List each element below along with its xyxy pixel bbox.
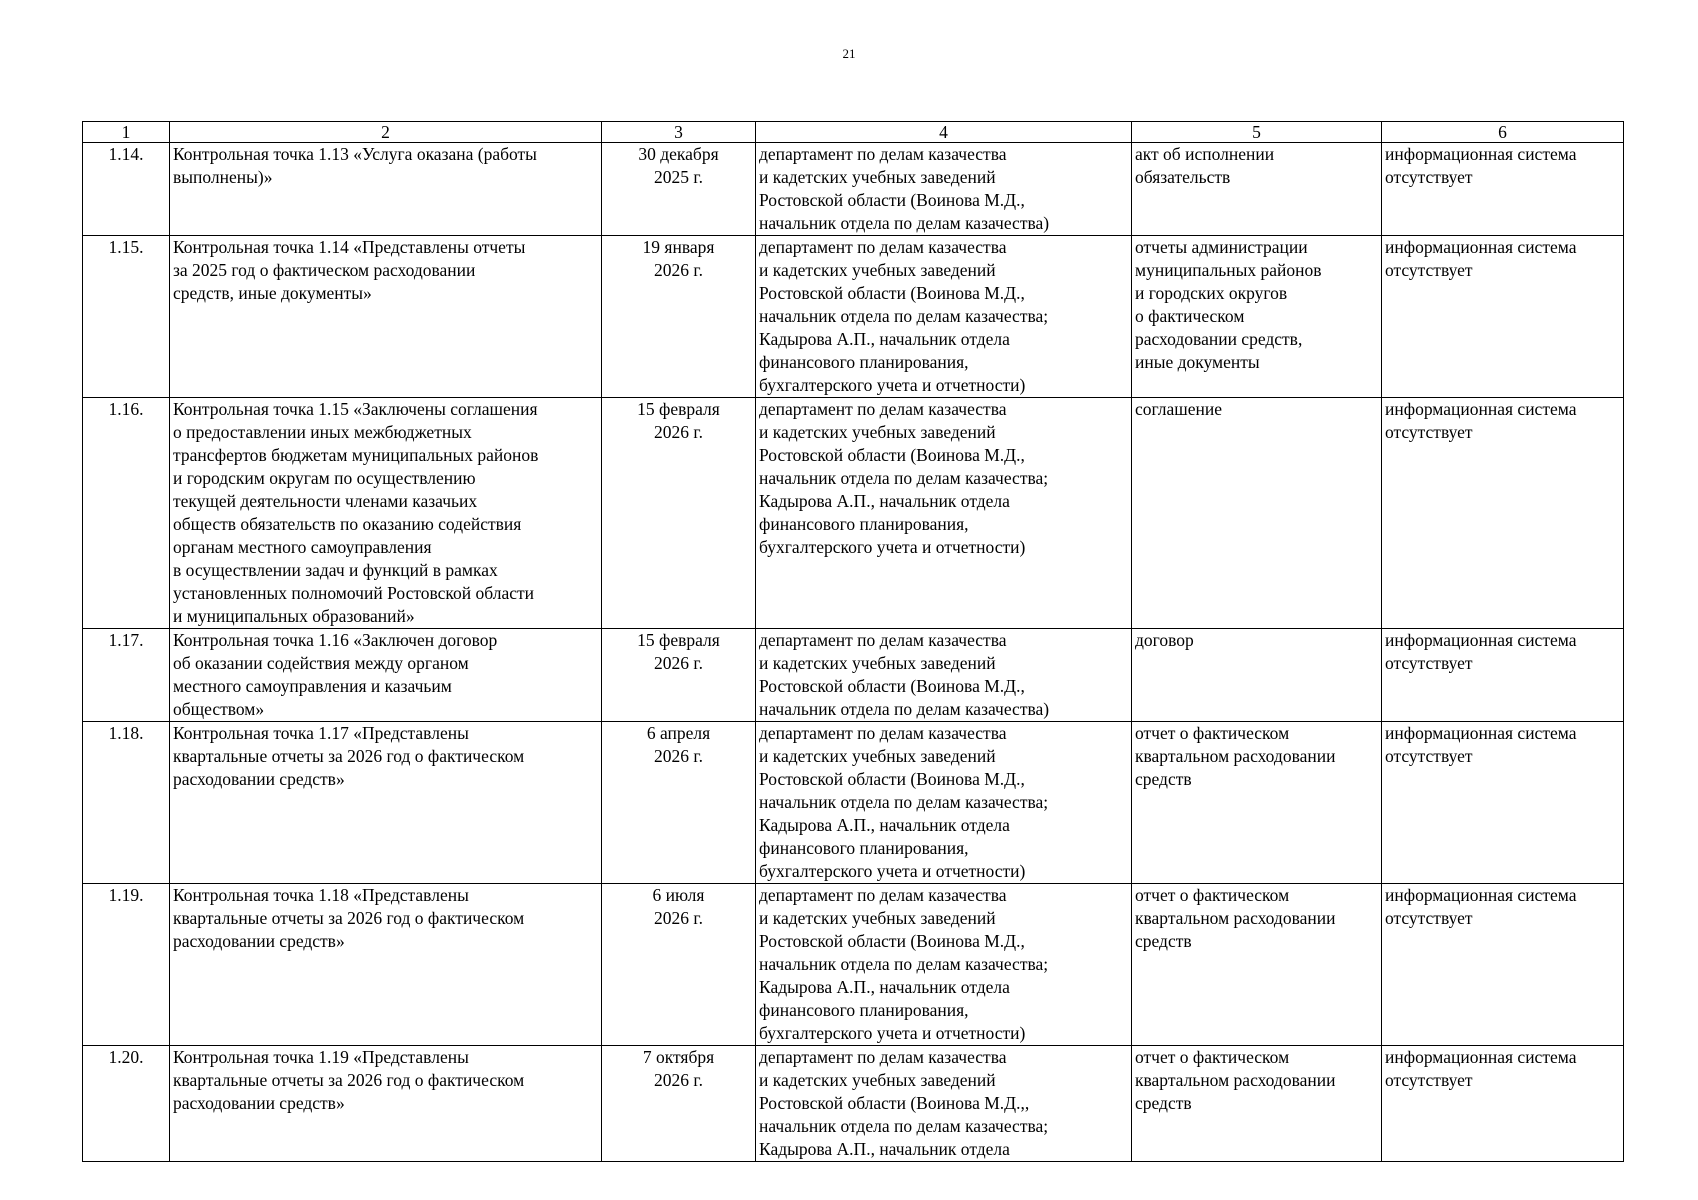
cell-line: органам местного самоуправления	[173, 537, 432, 557]
cell-line: и кадетских учебных заведений	[759, 1070, 996, 1090]
cell-line: расходовании средств»	[173, 931, 345, 951]
information-system-cell	[1382, 884, 1624, 1046]
cell-line: начальник отдела по делам казачества;	[759, 954, 1049, 974]
cell-line: департамент по делам казачества	[759, 144, 1007, 164]
row-number-cell: 1.14.	[83, 143, 170, 236]
cell-line: информационная система	[1385, 1047, 1577, 1067]
table-row	[83, 143, 1624, 236]
cell-line: квартальные отчеты за 2026 год о фактическом	[173, 908, 525, 928]
cell-line: средств	[1135, 931, 1192, 951]
cell-line: отсутствует	[1385, 422, 1473, 442]
cell-line: бухгалтерского учета и отчетности)	[759, 537, 1026, 557]
cell-line: и городским округам по осуществлению	[173, 468, 476, 488]
cell-line: Кадырова А.П., начальник отдела	[759, 1139, 1010, 1159]
control-point-cell	[170, 1046, 602, 1162]
cell-line: отчет о фактическом	[1135, 723, 1290, 743]
cell-line: средств	[1135, 769, 1192, 789]
cell-line: установленных полномочий Ростовской области	[173, 583, 535, 603]
cell-line: финансового планирования,	[759, 352, 969, 372]
cell-line: квартальном расходовании	[1135, 908, 1336, 928]
cell-line: финансового планирования,	[759, 514, 969, 534]
cell-line: о фактическом	[1135, 306, 1245, 326]
cell-line: информационная система	[1385, 237, 1577, 257]
cell-line: финансового планирования,	[759, 1000, 969, 1020]
information-system-cell	[1382, 722, 1624, 884]
cell-line: Контрольная точка 1.13 «Услуга оказана (работы	[173, 144, 537, 164]
cell-line: 15 февраля	[637, 399, 720, 419]
cell-line: отчеты администрации	[1135, 237, 1308, 257]
cell-line: отсутствует	[1385, 746, 1473, 766]
cell-line: отсутствует	[1385, 1070, 1473, 1090]
cell-line: департамент по делам казачества	[759, 885, 1007, 905]
cell-line: бухгалтерского учета и отчетности)	[759, 1023, 1026, 1043]
cell-line: средств, иные документы»	[173, 283, 372, 303]
header-col-4: 4	[756, 122, 1132, 143]
cell-line: бухгалтерского учета и отчетности)	[759, 375, 1026, 395]
document-type-cell	[1132, 629, 1382, 722]
cell-line: Контрольная точка 1.14 «Представлены отчеты	[173, 237, 526, 257]
cell-line: Кадырова А.П., начальник отдела	[759, 815, 1010, 835]
control-point-cell	[170, 398, 602, 629]
cell-line: 7 октября	[642, 1047, 715, 1067]
header-col-3: 3	[602, 122, 756, 143]
responsible-cell	[756, 884, 1132, 1046]
cell-line: обществ обязательств по оказанию содействия	[173, 514, 522, 534]
cell-line: 2026 г.	[654, 422, 703, 442]
cell-line: Ростовской области (Воинова М.Д.,	[759, 931, 1025, 951]
cell-line: Ростовской области (Воинова М.Д.,,	[759, 1093, 1030, 1113]
cell-line: бухгалтерского учета и отчетности)	[759, 861, 1026, 881]
cell-line: муниципальных районов	[1135, 260, 1322, 280]
cell-line: отчет о фактическом	[1135, 885, 1290, 905]
cell-line: начальник отдела по делам казачества;	[759, 468, 1049, 488]
information-system-cell	[1382, 1046, 1624, 1162]
cell-line: информационная система	[1385, 630, 1577, 650]
header-col-2: 2	[170, 122, 602, 143]
cell-line: департамент по делам казачества	[759, 630, 1007, 650]
cell-line: начальник отдела по делам казачества)	[759, 213, 1050, 233]
cell-line: и кадетских учебных заведений	[759, 422, 996, 442]
cell-line: информационная система	[1385, 885, 1577, 905]
cell-line: начальник отдела по делам казачества;	[759, 306, 1049, 326]
cell-line: о предоставлении иных межбюджетных	[173, 422, 472, 442]
cell-line: 2025 г.	[654, 167, 703, 187]
cell-line: Контрольная точка 1.19 «Представлены	[173, 1047, 469, 1067]
cell-line: информационная система	[1385, 144, 1577, 164]
cell-line: 2026 г.	[654, 260, 703, 280]
cell-line: и кадетских учебных заведений	[759, 653, 996, 673]
cell-line: начальник отдела по делам казачества;	[759, 792, 1049, 812]
responsible-cell	[756, 722, 1132, 884]
cell-line: и муниципальных образований»	[173, 606, 415, 626]
cell-line: отсутствует	[1385, 908, 1473, 928]
cell-line: акт об исполнении	[1135, 144, 1275, 164]
table-row	[83, 629, 1624, 722]
cell-line: об оказании содействия между органом	[173, 653, 469, 673]
cell-line: департамент по делам казачества	[759, 237, 1007, 257]
cell-line: расходовании средств,	[1135, 329, 1303, 349]
cell-line: департамент по делам казачества	[759, 1047, 1007, 1067]
table-row	[83, 722, 1624, 884]
cell-line: Кадырова А.П., начальник отдела	[759, 977, 1010, 997]
deadline-cell	[602, 236, 756, 398]
cell-line: и кадетских учебных заведений	[759, 908, 996, 928]
responsible-cell	[756, 143, 1132, 236]
document-type-cell	[1132, 884, 1382, 1046]
table-body	[83, 143, 1624, 1162]
cell-line: информационная система	[1385, 399, 1577, 419]
deadline-cell	[602, 143, 756, 236]
cell-line: местного самоуправления и казачьим	[173, 676, 452, 696]
cell-line: обязательств	[1135, 167, 1231, 187]
row-number-cell: 1.19.	[83, 884, 170, 1046]
control-points-table	[82, 121, 1624, 1162]
document-type-cell	[1132, 398, 1382, 629]
information-system-cell	[1382, 629, 1624, 722]
row-number-cell: 1.15.	[83, 236, 170, 398]
cell-line: Ростовской области (Воинова М.Д.,	[759, 283, 1025, 303]
cell-line: финансового планирования,	[759, 838, 969, 858]
deadline-cell	[602, 884, 756, 1046]
row-number-cell: 1.20.	[83, 1046, 170, 1162]
table-row	[83, 236, 1624, 398]
cell-line: департамент по делам казачества	[759, 399, 1007, 419]
information-system-cell	[1382, 398, 1624, 629]
cell-line: Контрольная точка 1.17 «Представлены	[173, 723, 469, 743]
cell-line: 2026 г.	[654, 908, 703, 928]
header-col-1: 1	[83, 122, 170, 143]
deadline-cell	[602, 722, 756, 884]
row-number-cell: 1.18.	[83, 722, 170, 884]
document-type-cell	[1132, 143, 1382, 236]
cell-line: Ростовской области (Воинова М.Д.,	[759, 445, 1025, 465]
cell-line: начальник отдела по делам казачества;	[759, 1116, 1049, 1136]
document-type-cell	[1132, 236, 1382, 398]
cell-line: и кадетских учебных заведений	[759, 746, 996, 766]
cell-line: за 2025 год о фактическом расходовании	[173, 260, 476, 280]
cell-line: и кадетских учебных заведений	[759, 167, 996, 187]
cell-line: 30 декабря	[638, 144, 719, 164]
control-point-cell	[170, 629, 602, 722]
cell-line: 6 июля	[652, 885, 705, 905]
deadline-cell	[602, 629, 756, 722]
control-point-cell	[170, 722, 602, 884]
cell-line: начальник отдела по делам казачества)	[759, 699, 1050, 719]
cell-line: договор	[1135, 630, 1194, 650]
responsible-cell	[756, 1046, 1132, 1162]
table-row	[83, 1046, 1624, 1162]
cell-line: квартальные отчеты за 2026 год о фактическом	[173, 1070, 525, 1090]
header-col-5: 5	[1132, 122, 1382, 143]
cell-line: 2026 г.	[654, 653, 703, 673]
row-number-cell: 1.17.	[83, 629, 170, 722]
cell-line: и кадетских учебных заведений	[759, 260, 996, 280]
cell-line: Кадырова А.П., начальник отдела	[759, 329, 1010, 349]
cell-line: департамент по делам казачества	[759, 723, 1007, 743]
cell-line: расходовании средств»	[173, 769, 345, 789]
cell-line: отсутствует	[1385, 260, 1473, 280]
cell-line: 6 апреля	[646, 723, 711, 743]
cell-line: Ростовской области (Воинова М.Д.,	[759, 676, 1025, 696]
cell-line: Ростовской области (Воинова М.Д.,	[759, 769, 1025, 789]
cell-line: 2026 г.	[654, 1070, 703, 1090]
responsible-cell	[756, 398, 1132, 629]
cell-line: соглашение	[1135, 399, 1223, 419]
cell-line: информационная система	[1385, 723, 1577, 743]
cell-line: Кадырова А.П., начальник отдела	[759, 491, 1010, 511]
responsible-cell	[756, 629, 1132, 722]
cell-line: и городских округов	[1135, 283, 1288, 303]
cell-line: средств	[1135, 1093, 1192, 1113]
responsible-cell	[756, 236, 1132, 398]
deadline-cell	[602, 1046, 756, 1162]
document-type-cell	[1132, 1046, 1382, 1162]
page-number: 21	[842, 46, 856, 61]
deadline-cell	[602, 398, 756, 629]
cell-line: обществом»	[173, 699, 265, 719]
cell-line: квартальные отчеты за 2026 год о фактическом	[173, 746, 525, 766]
cell-line: выполнены)»	[173, 167, 273, 187]
cell-line: Контрольная точка 1.18 «Представлены	[173, 885, 469, 905]
information-system-cell	[1382, 236, 1624, 398]
cell-line: отсутствует	[1385, 167, 1473, 187]
cell-line: квартальном расходовании	[1135, 746, 1336, 766]
cell-line: трансфертов бюджетам муниципальных районов	[173, 445, 539, 465]
header-col-6: 6	[1382, 122, 1624, 143]
table-row	[83, 884, 1624, 1046]
table-row	[83, 398, 1624, 629]
control-point-cell	[170, 884, 602, 1046]
cell-line: отчет о фактическом	[1135, 1047, 1290, 1067]
cell-line: отсутствует	[1385, 653, 1473, 673]
cell-line: в осуществлении задач и функций в рамках	[173, 560, 498, 580]
cell-line: иные документы	[1135, 352, 1260, 372]
cell-line: 15 февраля	[637, 630, 720, 650]
document-type-cell	[1132, 722, 1382, 884]
cell-line: Контрольная точка 1.16 «Заключен договор	[173, 630, 498, 650]
control-point-cell	[170, 143, 602, 236]
cell-line: квартальном расходовании	[1135, 1070, 1336, 1090]
cell-line: 2026 г.	[654, 746, 703, 766]
control-point-cell	[170, 236, 602, 398]
header-row	[83, 122, 1624, 143]
row-number-cell: 1.16.	[83, 398, 170, 629]
cell-line: текущей деятельности членами казачьих	[173, 491, 478, 511]
cell-line: 19 января	[642, 237, 715, 257]
cell-line: Ростовской области (Воинова М.Д.,	[759, 190, 1025, 210]
cell-line: Контрольная точка 1.15 «Заключены соглашения	[173, 399, 538, 419]
information-system-cell	[1382, 143, 1624, 236]
cell-line: расходовании средств»	[173, 1093, 345, 1113]
